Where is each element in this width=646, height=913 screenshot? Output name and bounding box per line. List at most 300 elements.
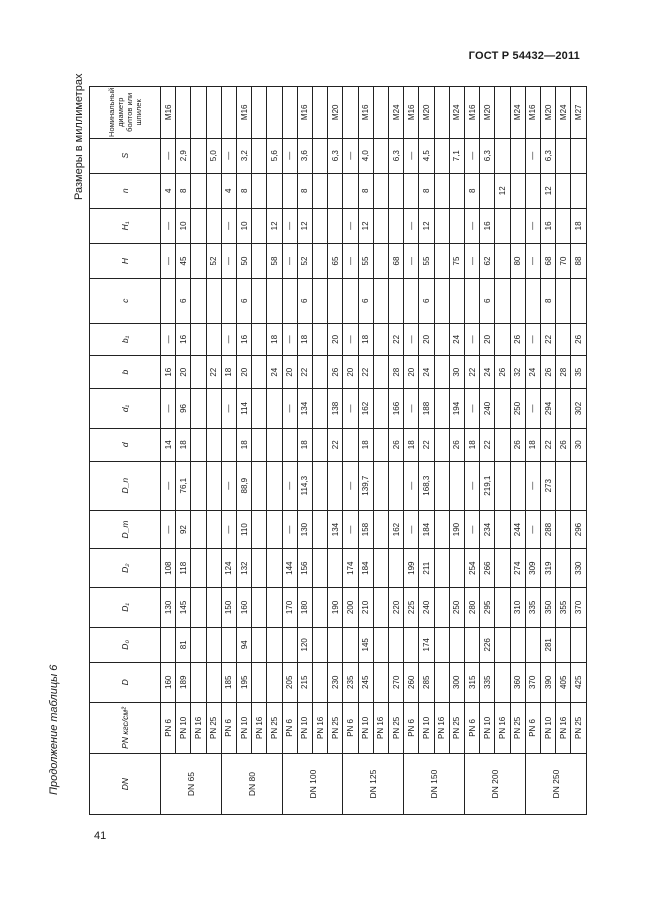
value-cell: —	[161, 323, 176, 356]
value-cell: 68	[389, 243, 404, 278]
value-cell: 28	[556, 356, 571, 389]
value-cell	[525, 279, 540, 323]
pn-cell: PN 16	[556, 702, 571, 753]
value-cell: 225	[404, 587, 419, 627]
value-cell	[252, 389, 267, 429]
value-cell	[449, 173, 464, 208]
value-cell	[373, 243, 388, 278]
value-cell	[389, 549, 404, 588]
value-cell: 16	[480, 208, 495, 243]
value-cell: —	[525, 461, 540, 510]
value-cell	[206, 549, 221, 588]
value-cell	[221, 279, 236, 323]
value-cell	[252, 279, 267, 323]
value-cell	[434, 243, 449, 278]
value-cell: —	[221, 243, 236, 278]
value-cell	[495, 461, 510, 510]
value-cell: 12	[297, 208, 312, 243]
value-cell: 94	[237, 627, 252, 662]
value-cell: —	[282, 389, 297, 429]
value-cell: 20	[404, 356, 419, 389]
value-cell: 8	[465, 173, 480, 208]
value-cell: 45	[176, 243, 191, 278]
value-cell: 330	[571, 549, 587, 588]
value-cell: 18	[221, 356, 236, 389]
value-cell: 215	[297, 662, 312, 702]
value-cell: 20	[282, 356, 297, 389]
value-cell	[267, 662, 282, 702]
value-cell: 6,3	[389, 138, 404, 173]
value-cell	[328, 627, 343, 662]
value-cell	[373, 208, 388, 243]
value-cell: 108	[161, 549, 176, 588]
table-row	[191, 87, 206, 815]
value-cell	[510, 279, 525, 323]
value-cell: 281	[541, 627, 556, 662]
value-cell: 285	[419, 662, 434, 702]
value-cell: 355	[556, 587, 571, 627]
column-header: H₁	[90, 208, 161, 243]
value-cell	[313, 549, 328, 588]
value-cell	[434, 389, 449, 429]
value-cell	[206, 323, 221, 356]
value-cell	[282, 428, 297, 461]
value-cell: —	[343, 510, 358, 549]
value-cell: 22	[328, 428, 343, 461]
column-header: D₁	[90, 587, 161, 627]
pn-cell: PN 10	[419, 702, 434, 753]
value-cell	[313, 138, 328, 173]
value-cell	[525, 173, 540, 208]
value-cell: —	[282, 323, 297, 356]
value-cell: M20	[480, 87, 495, 139]
value-cell	[434, 549, 449, 588]
value-cell: 12	[267, 208, 282, 243]
value-cell: 5,0	[206, 138, 221, 173]
table-row	[237, 87, 252, 815]
value-cell: 22	[297, 356, 312, 389]
value-cell: 55	[358, 243, 373, 278]
value-cell	[556, 510, 571, 549]
value-cell	[206, 208, 221, 243]
value-cell	[176, 87, 191, 139]
value-cell: 174	[419, 627, 434, 662]
value-cell: —	[525, 138, 540, 173]
table-header-row	[90, 87, 161, 815]
value-cell: M20	[541, 87, 556, 139]
value-cell	[389, 461, 404, 510]
value-cell	[556, 279, 571, 323]
value-cell: M16	[297, 87, 312, 139]
value-cell: 18	[525, 428, 540, 461]
pn-cell: PN 6	[343, 702, 358, 753]
value-cell: M24	[510, 87, 525, 139]
value-cell: —	[221, 510, 236, 549]
value-cell: 8	[176, 173, 191, 208]
value-cell	[495, 428, 510, 461]
value-cell: —	[465, 389, 480, 429]
value-cell: 180	[297, 587, 312, 627]
dn-cell: DN 100	[282, 754, 343, 815]
value-cell: 425	[571, 662, 587, 702]
value-cell	[328, 208, 343, 243]
value-cell: —	[282, 243, 297, 278]
value-cell: 52	[206, 243, 221, 278]
value-cell	[282, 627, 297, 662]
column-header: H	[90, 243, 161, 278]
value-cell	[313, 587, 328, 627]
value-cell: 52	[297, 243, 312, 278]
value-cell: 20	[419, 323, 434, 356]
value-cell: 96	[176, 389, 191, 429]
table-row	[221, 87, 236, 815]
value-cell: 145	[358, 627, 373, 662]
value-cell: 92	[176, 510, 191, 549]
value-cell	[191, 428, 206, 461]
value-cell: 114,3	[297, 461, 312, 510]
value-cell: 35	[571, 356, 587, 389]
value-cell	[252, 138, 267, 173]
value-cell: 68	[541, 243, 556, 278]
value-cell	[267, 627, 282, 662]
value-cell: 234	[480, 510, 495, 549]
column-header: D₂	[90, 549, 161, 588]
value-cell	[206, 510, 221, 549]
value-cell	[556, 549, 571, 588]
value-cell: 22	[389, 323, 404, 356]
table-row	[358, 87, 373, 815]
document-code: ГОСТ Р 54432—2011	[468, 50, 580, 62]
value-cell: 4,5	[419, 138, 434, 173]
value-cell	[267, 173, 282, 208]
value-cell	[282, 173, 297, 208]
value-cell: M27	[571, 87, 587, 139]
dn-cell: DN 150	[404, 754, 465, 815]
pn-cell: PN 10	[541, 702, 556, 753]
value-cell: 295	[480, 587, 495, 627]
value-cell	[434, 138, 449, 173]
value-cell	[373, 279, 388, 323]
value-cell: —	[465, 208, 480, 243]
value-cell: —	[404, 243, 419, 278]
table-row	[206, 87, 221, 815]
value-cell: 294	[541, 389, 556, 429]
value-cell: 302	[571, 389, 587, 429]
value-cell	[313, 662, 328, 702]
value-cell	[206, 279, 221, 323]
column-header: Номинальный диаметр болтов или шпилек	[90, 87, 161, 139]
table-row	[313, 87, 328, 815]
pn-cell: PN 6	[282, 702, 297, 753]
dn-cell: DN 65	[161, 754, 222, 815]
value-cell: 76,1	[176, 461, 191, 510]
value-cell: 296	[571, 510, 587, 549]
value-cell: —	[282, 461, 297, 510]
value-cell: M16	[525, 87, 540, 139]
pn-cell: PN 25	[267, 702, 282, 753]
value-cell: 62	[480, 243, 495, 278]
value-cell	[556, 389, 571, 429]
table-row	[252, 87, 267, 815]
value-cell	[434, 87, 449, 139]
value-cell: 12	[419, 208, 434, 243]
value-cell	[191, 587, 206, 627]
value-cell	[328, 173, 343, 208]
table-row	[510, 87, 525, 815]
value-cell: 130	[297, 510, 312, 549]
value-cell: 370	[571, 587, 587, 627]
value-cell: —	[404, 208, 419, 243]
units-note: Размеры в миллиметрах	[73, 73, 85, 200]
value-cell	[313, 243, 328, 278]
value-cell: 22	[541, 323, 556, 356]
value-cell	[267, 461, 282, 510]
value-cell: 22	[419, 428, 434, 461]
value-cell: 30	[449, 356, 464, 389]
value-cell: 26	[541, 356, 556, 389]
dn-cell: DN 125	[343, 754, 404, 815]
value-cell: 160	[237, 587, 252, 627]
value-cell	[252, 356, 267, 389]
value-cell: 370	[525, 662, 540, 702]
value-cell: 18	[358, 428, 373, 461]
value-cell	[373, 627, 388, 662]
value-cell: 405	[556, 662, 571, 702]
value-cell	[252, 243, 267, 278]
value-cell	[191, 510, 206, 549]
value-cell: 18	[358, 323, 373, 356]
value-cell: 124	[221, 549, 236, 588]
value-cell: 134	[328, 510, 343, 549]
value-cell	[495, 549, 510, 588]
value-cell	[373, 587, 388, 627]
value-cell: 211	[419, 549, 434, 588]
value-cell: —	[465, 510, 480, 549]
value-cell	[495, 662, 510, 702]
value-cell	[221, 428, 236, 461]
value-cell	[571, 173, 587, 208]
value-cell: 26	[556, 428, 571, 461]
value-cell: 139,7	[358, 461, 373, 510]
value-cell: M16	[237, 87, 252, 139]
value-cell: 144	[282, 549, 297, 588]
value-cell	[206, 428, 221, 461]
value-cell: 6,3	[480, 138, 495, 173]
value-cell: 88	[571, 243, 587, 278]
value-cell	[373, 510, 388, 549]
value-cell	[404, 627, 419, 662]
value-cell	[373, 356, 388, 389]
value-cell: 6,3	[541, 138, 556, 173]
value-cell: 65	[328, 243, 343, 278]
value-cell: —	[343, 138, 358, 173]
value-cell: —	[161, 208, 176, 243]
value-cell: 138	[328, 389, 343, 429]
value-cell	[373, 138, 388, 173]
value-cell: 18	[404, 428, 419, 461]
value-cell	[495, 208, 510, 243]
value-cell: 18	[465, 428, 480, 461]
value-cell: 20	[343, 356, 358, 389]
value-cell: 26	[449, 428, 464, 461]
value-cell: 26	[495, 356, 510, 389]
value-cell	[221, 627, 236, 662]
value-cell	[267, 587, 282, 627]
value-cell: 18	[267, 323, 282, 356]
value-cell: 210	[358, 587, 373, 627]
dn-cell: DN 80	[221, 754, 282, 815]
value-cell: 360	[510, 662, 525, 702]
value-cell: —	[404, 389, 419, 429]
column-header: D_m	[90, 510, 161, 549]
value-cell: —	[465, 243, 480, 278]
value-cell: 190	[328, 587, 343, 627]
value-cell: —	[282, 208, 297, 243]
value-cell	[313, 428, 328, 461]
value-cell	[328, 461, 343, 510]
value-cell: 184	[419, 510, 434, 549]
value-cell: 134	[297, 389, 312, 429]
value-cell: 158	[358, 510, 373, 549]
value-cell	[206, 173, 221, 208]
column-header: DN	[90, 754, 161, 815]
value-cell	[434, 428, 449, 461]
value-cell: 270	[389, 662, 404, 702]
value-cell	[373, 173, 388, 208]
value-cell: 190	[449, 510, 464, 549]
table-row	[389, 87, 404, 815]
value-cell	[267, 428, 282, 461]
column-header: PN кгс/см²	[90, 702, 161, 753]
table-row	[161, 87, 176, 815]
value-cell	[373, 461, 388, 510]
value-cell: —	[525, 389, 540, 429]
value-cell: 174	[343, 549, 358, 588]
value-cell: 28	[389, 356, 404, 389]
value-cell: 24	[480, 356, 495, 389]
value-cell: 10	[237, 208, 252, 243]
value-cell: 26	[571, 323, 587, 356]
value-cell: 244	[510, 510, 525, 549]
value-cell	[313, 356, 328, 389]
value-cell: —	[161, 389, 176, 429]
table-row	[267, 87, 282, 815]
table-row	[373, 87, 388, 815]
value-cell	[252, 627, 267, 662]
value-cell: 8	[358, 173, 373, 208]
value-cell	[343, 173, 358, 208]
value-cell: —	[525, 510, 540, 549]
value-cell: 8	[237, 173, 252, 208]
value-cell: 80	[510, 243, 525, 278]
value-cell	[434, 461, 449, 510]
value-cell	[373, 549, 388, 588]
value-cell: M16	[404, 87, 419, 139]
value-cell: —	[525, 323, 540, 356]
pn-cell: PN 25	[206, 702, 221, 753]
pn-cell: PN 6	[221, 702, 236, 753]
value-cell: —	[221, 461, 236, 510]
value-cell: 390	[541, 662, 556, 702]
value-cell	[495, 389, 510, 429]
table-caption-continued: Продолжение таблицы 6	[48, 664, 60, 795]
value-cell: 319	[541, 549, 556, 588]
value-cell: 130	[161, 587, 176, 627]
value-cell: 245	[358, 662, 373, 702]
value-cell	[191, 138, 206, 173]
value-cell: 220	[389, 587, 404, 627]
value-cell: 185	[221, 662, 236, 702]
value-cell: 4	[221, 173, 236, 208]
value-cell: —	[465, 323, 480, 356]
value-cell: 24	[525, 356, 540, 389]
value-cell: 20	[480, 323, 495, 356]
dn-cell: DN 200	[465, 754, 526, 815]
pn-cell: PN 6	[404, 702, 419, 753]
value-cell: 24	[419, 356, 434, 389]
value-cell	[206, 87, 221, 139]
value-cell	[328, 549, 343, 588]
value-cell: —	[404, 510, 419, 549]
value-cell: 22	[358, 356, 373, 389]
value-cell	[434, 173, 449, 208]
value-cell	[191, 87, 206, 139]
value-cell	[267, 389, 282, 429]
value-cell	[191, 279, 206, 323]
value-cell: 235	[343, 662, 358, 702]
value-cell: M16	[465, 87, 480, 139]
value-cell: —	[161, 461, 176, 510]
column-header: d₁	[90, 389, 161, 429]
value-cell	[510, 138, 525, 173]
value-cell: 18	[176, 428, 191, 461]
value-cell: 250	[449, 587, 464, 627]
value-cell	[252, 461, 267, 510]
value-cell: —	[343, 461, 358, 510]
value-cell	[571, 461, 587, 510]
value-cell: 6	[419, 279, 434, 323]
value-cell: 10	[176, 208, 191, 243]
value-cell	[313, 510, 328, 549]
value-cell	[191, 173, 206, 208]
value-cell: 335	[525, 587, 540, 627]
value-cell	[495, 279, 510, 323]
value-cell	[267, 87, 282, 139]
value-cell	[313, 461, 328, 510]
value-cell	[495, 87, 510, 139]
value-cell	[495, 510, 510, 549]
value-cell: 58	[267, 243, 282, 278]
value-cell	[373, 389, 388, 429]
value-cell: —	[343, 323, 358, 356]
value-cell	[206, 461, 221, 510]
pn-cell: PN 10	[358, 702, 373, 753]
pn-cell: PN 10	[297, 702, 312, 753]
value-cell	[206, 389, 221, 429]
pn-cell: PN 10	[176, 702, 191, 753]
value-cell: —	[161, 243, 176, 278]
pn-cell: PN 6	[465, 702, 480, 753]
value-cell: 200	[343, 587, 358, 627]
value-cell	[313, 389, 328, 429]
value-cell	[389, 208, 404, 243]
value-cell	[434, 510, 449, 549]
value-cell: —	[282, 510, 297, 549]
value-cell: 188	[419, 389, 434, 429]
value-cell	[373, 323, 388, 356]
value-cell	[161, 627, 176, 662]
table-row	[419, 87, 434, 815]
